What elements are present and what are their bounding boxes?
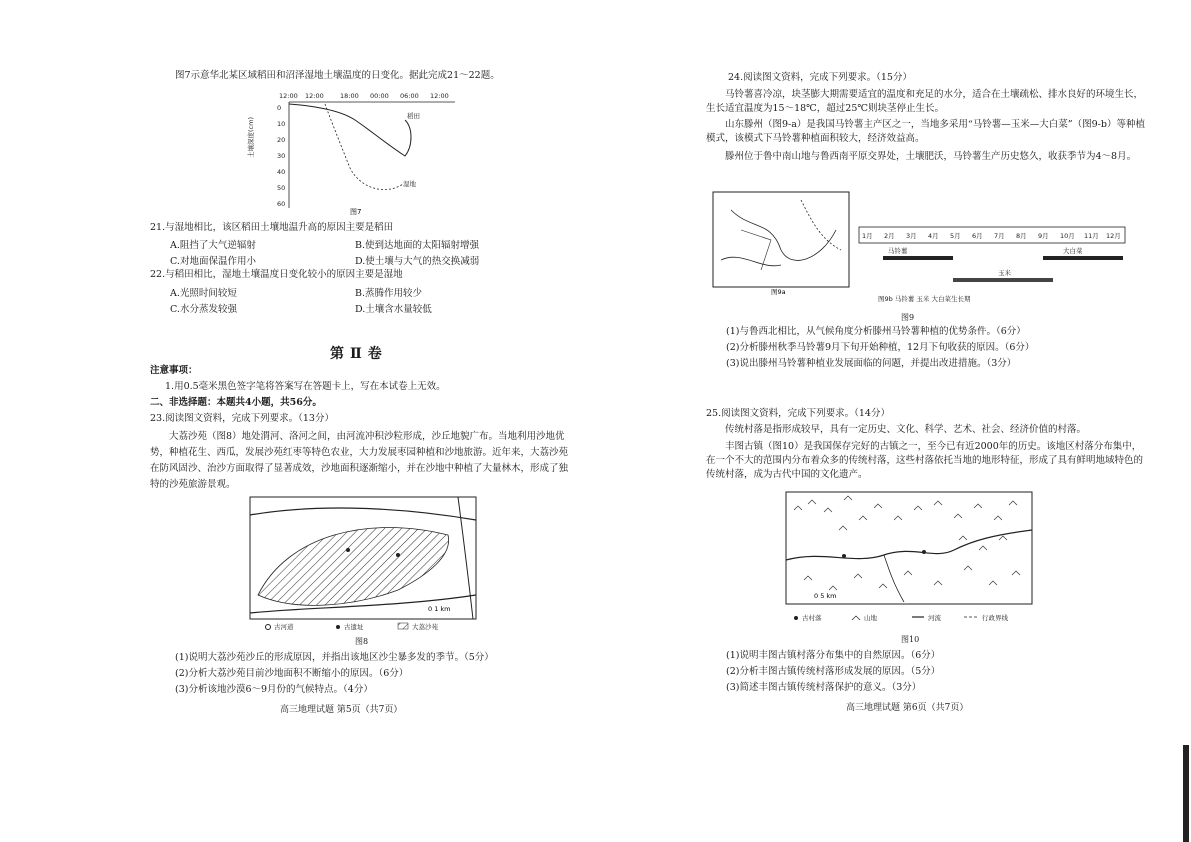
- fig10-legend-item: 河流: [928, 614, 941, 622]
- fig9b-month: 5月: [950, 232, 961, 240]
- river-east: [458, 497, 473, 619]
- fig7-ytick: 60: [277, 200, 286, 208]
- q23-body: 大荔沙苑（图8）地处渭河、洛河之间，由河流冲积沙粒形成，沙丘地貌广布。当地利用沙地优势，种植花生、西瓜，发展沙苑红枣等特色农业，大力发展枣园种植和沙地旅游。近年来，大荔沙苑在防风固沙、治沙方面取得了显著成效，沙地面积逐渐缩小，并在沙地中种植了大量林木，形成了独特的沙苑旅游景观。: [150, 431, 569, 490]
- q24-body-1: 马铃薯喜冷凉，块茎膨大期需要适宜的温度和充足的水分，适合在土壤疏松、排水良好的环境生长，生长适宜温度为15～18℃，超过25℃则块茎停止生长。: [706, 89, 1144, 114]
- fig7-ytick: 20: [277, 136, 286, 144]
- fig9b-month: 6月: [972, 232, 983, 240]
- fig9b-bar-label: 马铃薯: [888, 247, 908, 255]
- fig9b-chart: [858, 225, 1128, 305]
- notes-title: 注意事项：: [150, 365, 198, 376]
- q21-option-a[interactable]: A.阻挡了大气逆辐射: [170, 240, 256, 251]
- note-2: 二、非选择题：本题共4小题，共56分。: [150, 397, 322, 408]
- note-1: 1.用0.5毫米黑色签字笔将答案写在答题卡上，写在本试卷上无效。: [165, 381, 446, 392]
- fig10-legend-item: 古村落: [802, 614, 822, 622]
- fig9-caption: 图9: [901, 313, 915, 322]
- q23-sub-2: (2)分析大荔沙苑目前沙地面积不断缩小的原因。（6分）: [175, 668, 409, 679]
- fig7-xtick: 06:00: [400, 92, 419, 100]
- fig9b-month: 2月: [884, 232, 895, 240]
- q23-head: 23.阅读图文资料，完成下列要求。（13分）: [150, 413, 334, 424]
- river-north: [250, 508, 476, 520]
- fig7-label-rice: 稻田: [407, 112, 420, 120]
- q24-body-2: 山东滕州（图9-a）是我国马铃薯主产区之一，当地多采用“马铃薯—玉米—大白菜”（图9-b）等种植模式，该模式下马铃薯种植面积较大，经济效益高。: [706, 119, 1145, 144]
- fig10-scale: 0 5 km: [814, 592, 837, 600]
- fig9b-month: 3月: [906, 232, 917, 240]
- fig8-legend-item: 大荔沙苑: [412, 623, 438, 630]
- fig10-legend-item: 山地: [864, 614, 877, 622]
- q25-body-1: 传统村落是指形成较早，具有一定历史、文化、科学、艺术、社会、经济价值的村落。: [725, 424, 1087, 435]
- fig9b-month: 1月: [862, 232, 873, 240]
- q24-body-3: 滕州位于鲁中南山地与鲁西南平原交界处，土壤肥沃，马铃薯生产历史悠久，收获季节为4～8月。: [725, 151, 1137, 162]
- fig7-caption: 图7: [350, 208, 362, 216]
- q21-option-b[interactable]: B.使到达地面的太阳辐射增强: [355, 240, 480, 251]
- fig10-caption: 图10: [901, 635, 920, 644]
- fig7-ytick: 40: [277, 168, 286, 176]
- q23-sub-1: (1)说明大荔沙苑沙丘的形成原因，并指出该地区沙尘暴多发的季节。（5分）: [175, 652, 494, 663]
- fig7-ylabel: 土壤深度(cm): [247, 117, 255, 158]
- q25-body-2: 丰图古镇（图10）是我国保存完好的古镇之一，至今已有近2000年的历史。该地区村落分布集中，在一个不大的范围内分布着众多的传统村落，这些村落依托当地的地形特征，形成了具有鲜明地域特色的传统村落，成为古代中国的文化遗产。: [706, 441, 1144, 480]
- fig8-scale: 0 1 km: [428, 605, 451, 613]
- q22-option-b[interactable]: B.蒸腾作用较少: [355, 288, 423, 299]
- fig7-label-wetland: 湿地: [403, 180, 416, 188]
- fig7-ytick: 50: [277, 184, 286, 192]
- q21-stem: 21.与湿地相比，该区稻田土壤地温升高的原因主要是稻田: [150, 222, 394, 233]
- q21-option-c[interactable]: C.对地面保温作用小: [170, 256, 256, 267]
- fig9b-legend: 图9b 马铃薯 玉米 大白菜生长期: [878, 295, 971, 303]
- q24-head: 24.阅读图文资料，完成下列要求。（15分）: [728, 72, 912, 83]
- q25-sub-2: (2)分析丰图古镇传统村落形成发展的原因。（5分）: [726, 666, 941, 677]
- fig9b-month: 12月: [1106, 232, 1121, 240]
- right-page: [596, 0, 1191, 842]
- fig7-ytick: 30: [277, 152, 286, 160]
- left-footer: 高三地理试题 第5页（共7页）: [280, 705, 403, 715]
- right-footer: 高三地理试题 第6页（共7页）: [846, 703, 969, 713]
- fig7-xtick: 12:00: [430, 92, 449, 100]
- fig7-ytick: 10: [277, 120, 286, 128]
- q25-head: 25.阅读图文资料，完成下列要求。（14分）: [706, 408, 890, 419]
- fig10-legend-item: 行政界线: [982, 614, 1008, 622]
- fig8-map: [248, 495, 478, 630]
- fig7-intro: 图7示意华北某区域稻田和沼泽湿地土壤温度的日变化。据此完成21～22题。: [175, 70, 500, 81]
- fig7-xtick: 00:00: [370, 92, 389, 100]
- q22-stem: 22.与稻田相比，湿地土壤温度日变化较小的原因主要是湿地: [150, 269, 403, 280]
- q22-option-a[interactable]: A.光照时间较短: [170, 288, 237, 299]
- section-title: 第Ⅱ卷: [330, 346, 388, 362]
- fig8-legend-item: 古遗址: [344, 623, 364, 630]
- left-page: [0, 0, 595, 842]
- fig7-ytick: 0: [277, 104, 282, 112]
- fig9b-bar-label: 玉米: [998, 269, 1011, 277]
- q24-sub-2: (2)分析滕州秋季马铃薯9月下旬开始种植，12月下旬收获的原因。（6分）: [726, 342, 1035, 353]
- q22-option-d[interactable]: D.土壤含水量较低: [355, 304, 432, 315]
- fig9b-month: 4月: [928, 232, 939, 240]
- fig7-chart: [245, 88, 475, 216]
- fig9b-month: 7月: [994, 232, 1005, 240]
- fig10-map: [784, 490, 1034, 625]
- fig9a-label: 图9a: [771, 288, 786, 295]
- scan-edge-mark: [1183, 745, 1189, 842]
- fig8-caption: 图8: [355, 637, 369, 646]
- fig7-xtick: 12:00: [305, 92, 324, 100]
- fig7-rice-curve: [289, 104, 411, 156]
- fig9b-bar-label: 大白菜: [1063, 247, 1083, 255]
- fig9a-map: [711, 190, 851, 295]
- q25-sub-1: (1)说明丰图古镇村落分布集中的自然原因。（6分）: [726, 650, 941, 661]
- fig9b-month: 9月: [1038, 232, 1049, 240]
- q23-sub-3: (3)分析该地沙漠6～9月份的气候特点。（4分）: [175, 684, 373, 695]
- fig9b-month: 8月: [1016, 232, 1027, 240]
- q25-sub-3: (3)简述丰图古镇传统村落保护的意义。（3分）: [726, 682, 922, 693]
- fig8-legend-item: 古河道: [274, 623, 294, 630]
- q24-sub-3: (3)说出滕州马铃薯种植业发展面临的问题，并提出改进措施。（3分）: [726, 358, 1017, 369]
- fig7-xtick: 18:00: [340, 92, 359, 100]
- dali-sand-area: [258, 528, 449, 606]
- q24-sub-1: (1)与鲁西北相比，从气候角度分析滕州马铃薯种植的优势条件。（6分）: [726, 326, 1026, 337]
- fig9b-month: 10月: [1060, 232, 1075, 240]
- fig9b-month: 11月: [1084, 232, 1099, 240]
- q22-option-c[interactable]: C.水分蒸发较强: [170, 304, 237, 315]
- fig7-xtick: 12:00: [279, 92, 298, 100]
- q21-option-d[interactable]: D.使土壤与大气的热交换减弱: [355, 256, 480, 267]
